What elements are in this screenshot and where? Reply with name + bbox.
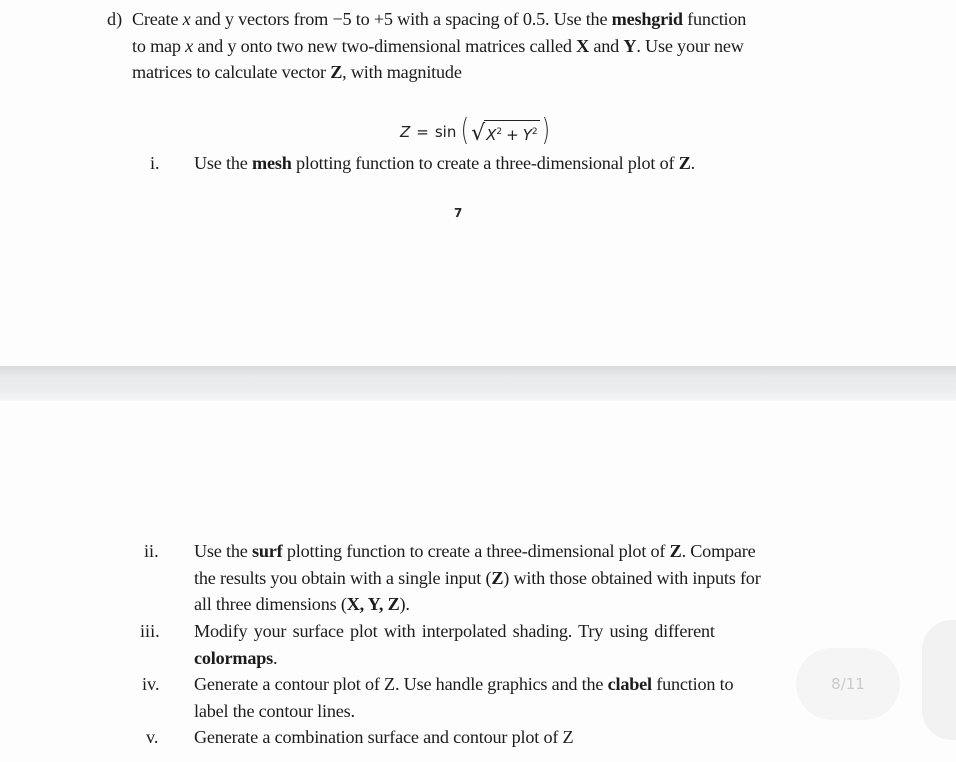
item-ii-text xyxy=(194,538,872,618)
item-i-marker: i. xyxy=(150,153,160,173)
square-root: √ $X^2 + Y^2$ xyxy=(471,120,538,146)
item-iv-line-2: label the contour lines. xyxy=(194,700,355,721)
z-equation: Z = sin ( √ $X^2 + Y^2$ ) xyxy=(400,112,550,148)
part-d-line-1: Create x and y vectors from −5 to +5 with a spacing of 0.5. Use the meshgrid function xyxy=(132,9,747,29)
colormaps-keyword: colormaps xyxy=(194,647,274,668)
scroll-handle[interactable] xyxy=(922,620,956,740)
part-d-line-2: to map x and y onto two new two-dimensional matrices called X and Y. Use your new xyxy=(132,35,744,56)
upper-page xyxy=(0,0,956,366)
item-iii-line-1: Modify your surface plot with interpolated shading. Try using different xyxy=(194,621,715,641)
page-separator xyxy=(0,366,956,401)
item-iv-marker: iv. xyxy=(142,674,160,694)
clabel-keyword: clabel xyxy=(607,674,652,694)
part-d-line-3: matrices to calculate vector Z, with magnitude xyxy=(132,62,462,82)
part-d-text xyxy=(132,6,862,86)
item-ii-line-1: Use the surf plotting function to create a three-dimensional plot of Z. Compare xyxy=(194,541,756,561)
item-iv-text xyxy=(194,671,884,724)
meshgrid-keyword: meshgrid xyxy=(611,9,683,29)
item-iii-line-2: colormaps. xyxy=(194,647,278,668)
item-ii-line-2: the results you obtain with a single input (Z) with those obtained with inputs for xyxy=(194,567,761,588)
page-number: 7 xyxy=(454,206,463,220)
item-v-text: Generate a combination surface and contour plot of Z xyxy=(194,727,574,747)
item-iv-line-1: Generate a contour plot of Z. Use handle graphics and the clabel function to xyxy=(194,674,734,694)
mesh-keyword: mesh xyxy=(252,153,292,173)
item-ii-marker: ii. xyxy=(144,541,159,561)
item-iii-marker: iii. xyxy=(140,621,160,641)
part-d-marker: d) xyxy=(107,9,123,29)
surf-keyword: surf xyxy=(252,541,283,561)
page-indicator-overlay[interactable]: 8/11 xyxy=(796,648,900,720)
item-iii-text xyxy=(194,618,872,671)
item-i-text: Use the mesh plotting function to create a three-dimensional plot of Z. xyxy=(194,153,696,173)
item-v-marker: v. xyxy=(146,727,159,747)
item-ii-line-3: all three dimensions (X, Y, Z). xyxy=(194,594,410,614)
radicand: $X^2 + Y^2$ xyxy=(484,120,540,145)
